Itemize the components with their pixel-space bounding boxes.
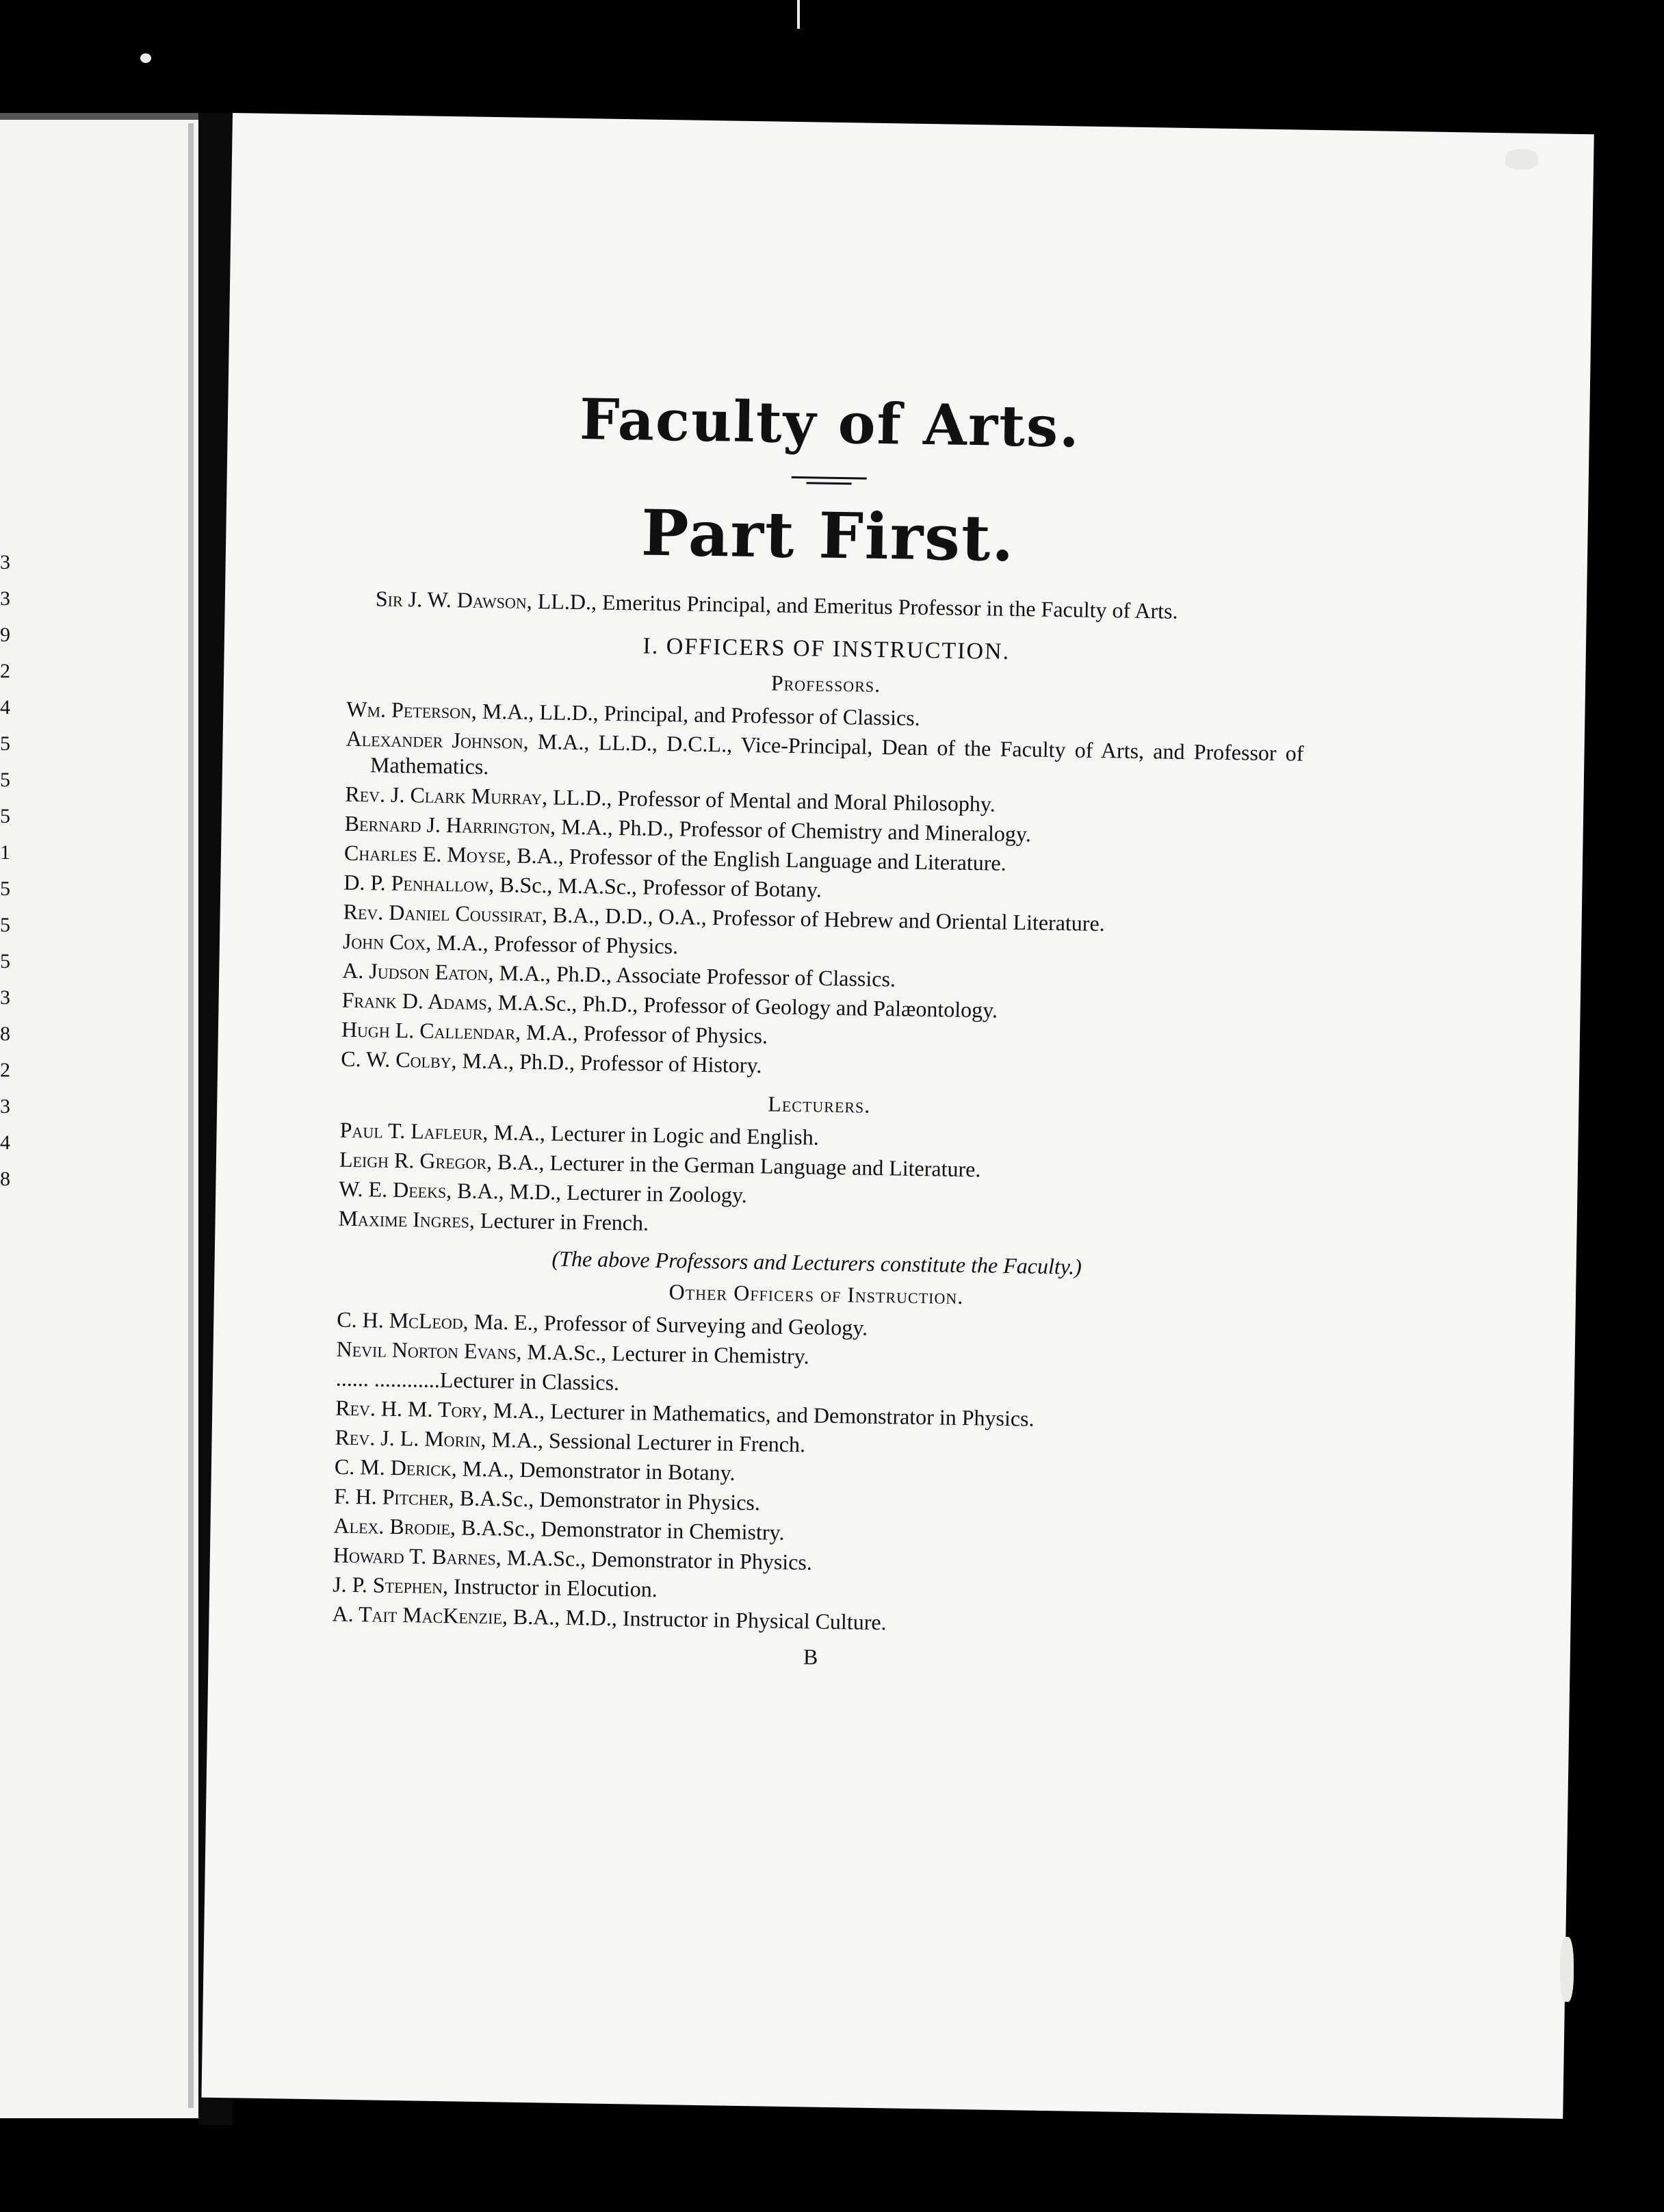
other-officers-list (332, 1307, 1295, 1642)
intro-name: Sir J. W. Dawson (375, 586, 528, 613)
staff-description: , M.A., Lecturer in Mathematics, and Demonstrator in Physics. (482, 1397, 1035, 1431)
margin-digit: 5 (0, 877, 10, 900)
staff-name: Paul T. Lafleur (339, 1117, 483, 1144)
staff-description: , B.A., M.D., Instructor in Physical Culture. (502, 1604, 887, 1635)
staff-name: Rev. J. Clark Murray (345, 781, 543, 810)
left-page (0, 120, 198, 2118)
section-heading: I. OFFICERS OF INSTRUCTION. (642, 633, 1011, 665)
spine-highlight (188, 123, 194, 2108)
professors-heading: Professors. (770, 670, 881, 697)
staff-description: , B.A., M.D., Lecturer in Zoology. (445, 1178, 748, 1208)
staff-description: , B.A.Sc., Demonstrator in Physics. (448, 1485, 761, 1515)
staff-description: , Lecturer in French. (469, 1207, 649, 1235)
main-page (201, 113, 1594, 2119)
staff-description: , M.A., Ph.D., Professor of Chemistry and Mineralogy. (549, 814, 1032, 847)
margin-digit: 8 (0, 1168, 10, 1190)
staff-description: , B.A.Sc., Demonstrator in Chemistry. (450, 1515, 785, 1545)
staff-name: Charles E. Moyse (343, 840, 506, 868)
staff-description: , M.A., Professor of Physics. (515, 1019, 768, 1049)
margin-digit: 3 (0, 551, 10, 574)
margin-digit: 3 (0, 986, 10, 1009)
staff-description: , M.A., Demonstrator in Botany. (451, 1456, 736, 1485)
staff-description: , LL.D., Professor of Mental and Moral Philosophy. (541, 784, 996, 816)
staff-name: Hugh L. Callendar (341, 1016, 516, 1044)
margin-digit: 5 (0, 769, 10, 791)
staff-description: , M.A.Sc., Ph.D., Professor of Geology and Palæontology. (486, 990, 998, 1023)
left-margin-digits (0, 544, 15, 1197)
margin-digit: 4 (0, 1131, 10, 1154)
page-content (331, 368, 1310, 1677)
staff-name: C. M. Derick (334, 1454, 452, 1481)
margin-digit: 2 (0, 660, 10, 682)
staff-name: Rev. J. L. Morin (335, 1424, 481, 1452)
margin-digit: 5 (0, 732, 10, 755)
staff-description: , M.A., Professor of Physics. (425, 929, 679, 959)
staff-description: , B.A., Professor of the English Language and Literature. (506, 843, 1006, 875)
staff-name: C. H. McLeod (337, 1307, 463, 1334)
staff-description: , M.A., LL.D., Principal, and Professor of Classics. (471, 698, 921, 730)
staff-description: , Ma. E., Professor of Surveying and Geology. (463, 1309, 868, 1340)
staff-name: Frank D. Adams (341, 987, 488, 1014)
staff-description: , M.A., LL.D., D.C.L., Vice-Principal, Dean of the Faculty of Arts, and Professor of Mathematics. (369, 728, 1304, 779)
margin-digit: 9 (0, 623, 10, 646)
staff-name: Nevil Norton Evans (336, 1336, 517, 1364)
staff-description: , M.A.Sc., Lecturer in Chemistry. (516, 1339, 809, 1369)
lecturers-heading: Lecturers. (768, 1091, 871, 1118)
scratch-mark (797, 0, 800, 29)
staff-description: , M.A., Ph.D., Associate Professor of Classics. (488, 960, 896, 992)
staff-name: John Cox (342, 928, 426, 955)
staff-name: Howard T. Barnes (333, 1542, 497, 1570)
other-officers-heading: Other Officers of Instruction. (668, 1279, 964, 1309)
staff-name: Alexander Johnson (346, 725, 523, 754)
staff-name: J. P. Stephen (332, 1571, 443, 1599)
staff-name: Alex. Brodie (333, 1513, 451, 1540)
staff-name: A. Tait MacKenzie (332, 1601, 503, 1629)
staff-name: Bernard J. Harrington (344, 810, 551, 839)
margin-digit: 5 (0, 805, 10, 827)
staff-name: Wm. Peterson (346, 696, 472, 723)
margin-digit: 8 (0, 1023, 10, 1045)
staff-description: ...... ............Lecturer in Classics. (335, 1365, 620, 1396)
margin-digit: 3 (0, 1095, 10, 1118)
staff-description: , B.Sc., M.A.Sc., Professor of Botany. (488, 872, 822, 902)
margin-digit: 1 (0, 841, 10, 864)
staff-name: F. H. Pitcher (333, 1483, 450, 1510)
signature-mark: B (803, 1644, 818, 1669)
staff-description: , B.A., D.D., O.A., Professor of Hebrew and Oriental Literature. (541, 902, 1105, 936)
staff-name: D. P. Penhallow (343, 869, 489, 897)
staff-name: Maxime Ingres (338, 1205, 470, 1233)
staff-description: , M.A., Ph.D., Professor of History. (451, 1048, 762, 1078)
faculty-heading: Faculty of Arts. (579, 387, 1081, 461)
staff-description: , M.A., Sessional Lecturer in French. (480, 1426, 806, 1457)
staff-description: , B.A., Lecturer in the German Language and Literature. (486, 1149, 981, 1182)
intro-text: , LL.D., Emeritus Principal, and Emeritus Professor in the Faculty of Arts. (526, 588, 1178, 623)
dust-mark (140, 53, 151, 63)
staff-name: Leigh R. Gregor (339, 1146, 487, 1174)
margin-digit: 2 (0, 1059, 10, 1081)
staff-name: Rev. H. M. Tory (335, 1395, 483, 1422)
staff-entry (346, 725, 1304, 793)
torn-corner-mark (1505, 149, 1538, 170)
margin-digit: 5 (0, 914, 10, 936)
staff-description: , Instructor in Elocution. (442, 1573, 658, 1602)
staff-name: W. E. Deeks (339, 1176, 447, 1203)
staff-name: A. Judson Eaton (342, 957, 489, 986)
staff-name: Rev. Daniel Coussirat (343, 899, 543, 927)
professors-list (341, 696, 1304, 1087)
part-heading: Part First. (640, 496, 1016, 576)
staff-description: , M.A.Sc., Demonstrator in Physics. (495, 1545, 813, 1575)
margin-digit: 4 (0, 696, 10, 719)
staff-description: , M.A., Lecturer in Logic and English. (482, 1119, 820, 1150)
intro-paragraph (348, 585, 1306, 626)
title-rule (792, 476, 867, 480)
staff-name: C. W. Colby (341, 1046, 452, 1073)
margin-digit: 3 (0, 587, 10, 610)
torn-edge-mark (1560, 1937, 1574, 2002)
margin-digit: 5 (0, 950, 10, 973)
faculty-note: (The above Professors and Lecturers constitute the Faculty.) (551, 1246, 1082, 1279)
lecturers-list (338, 1117, 1297, 1246)
